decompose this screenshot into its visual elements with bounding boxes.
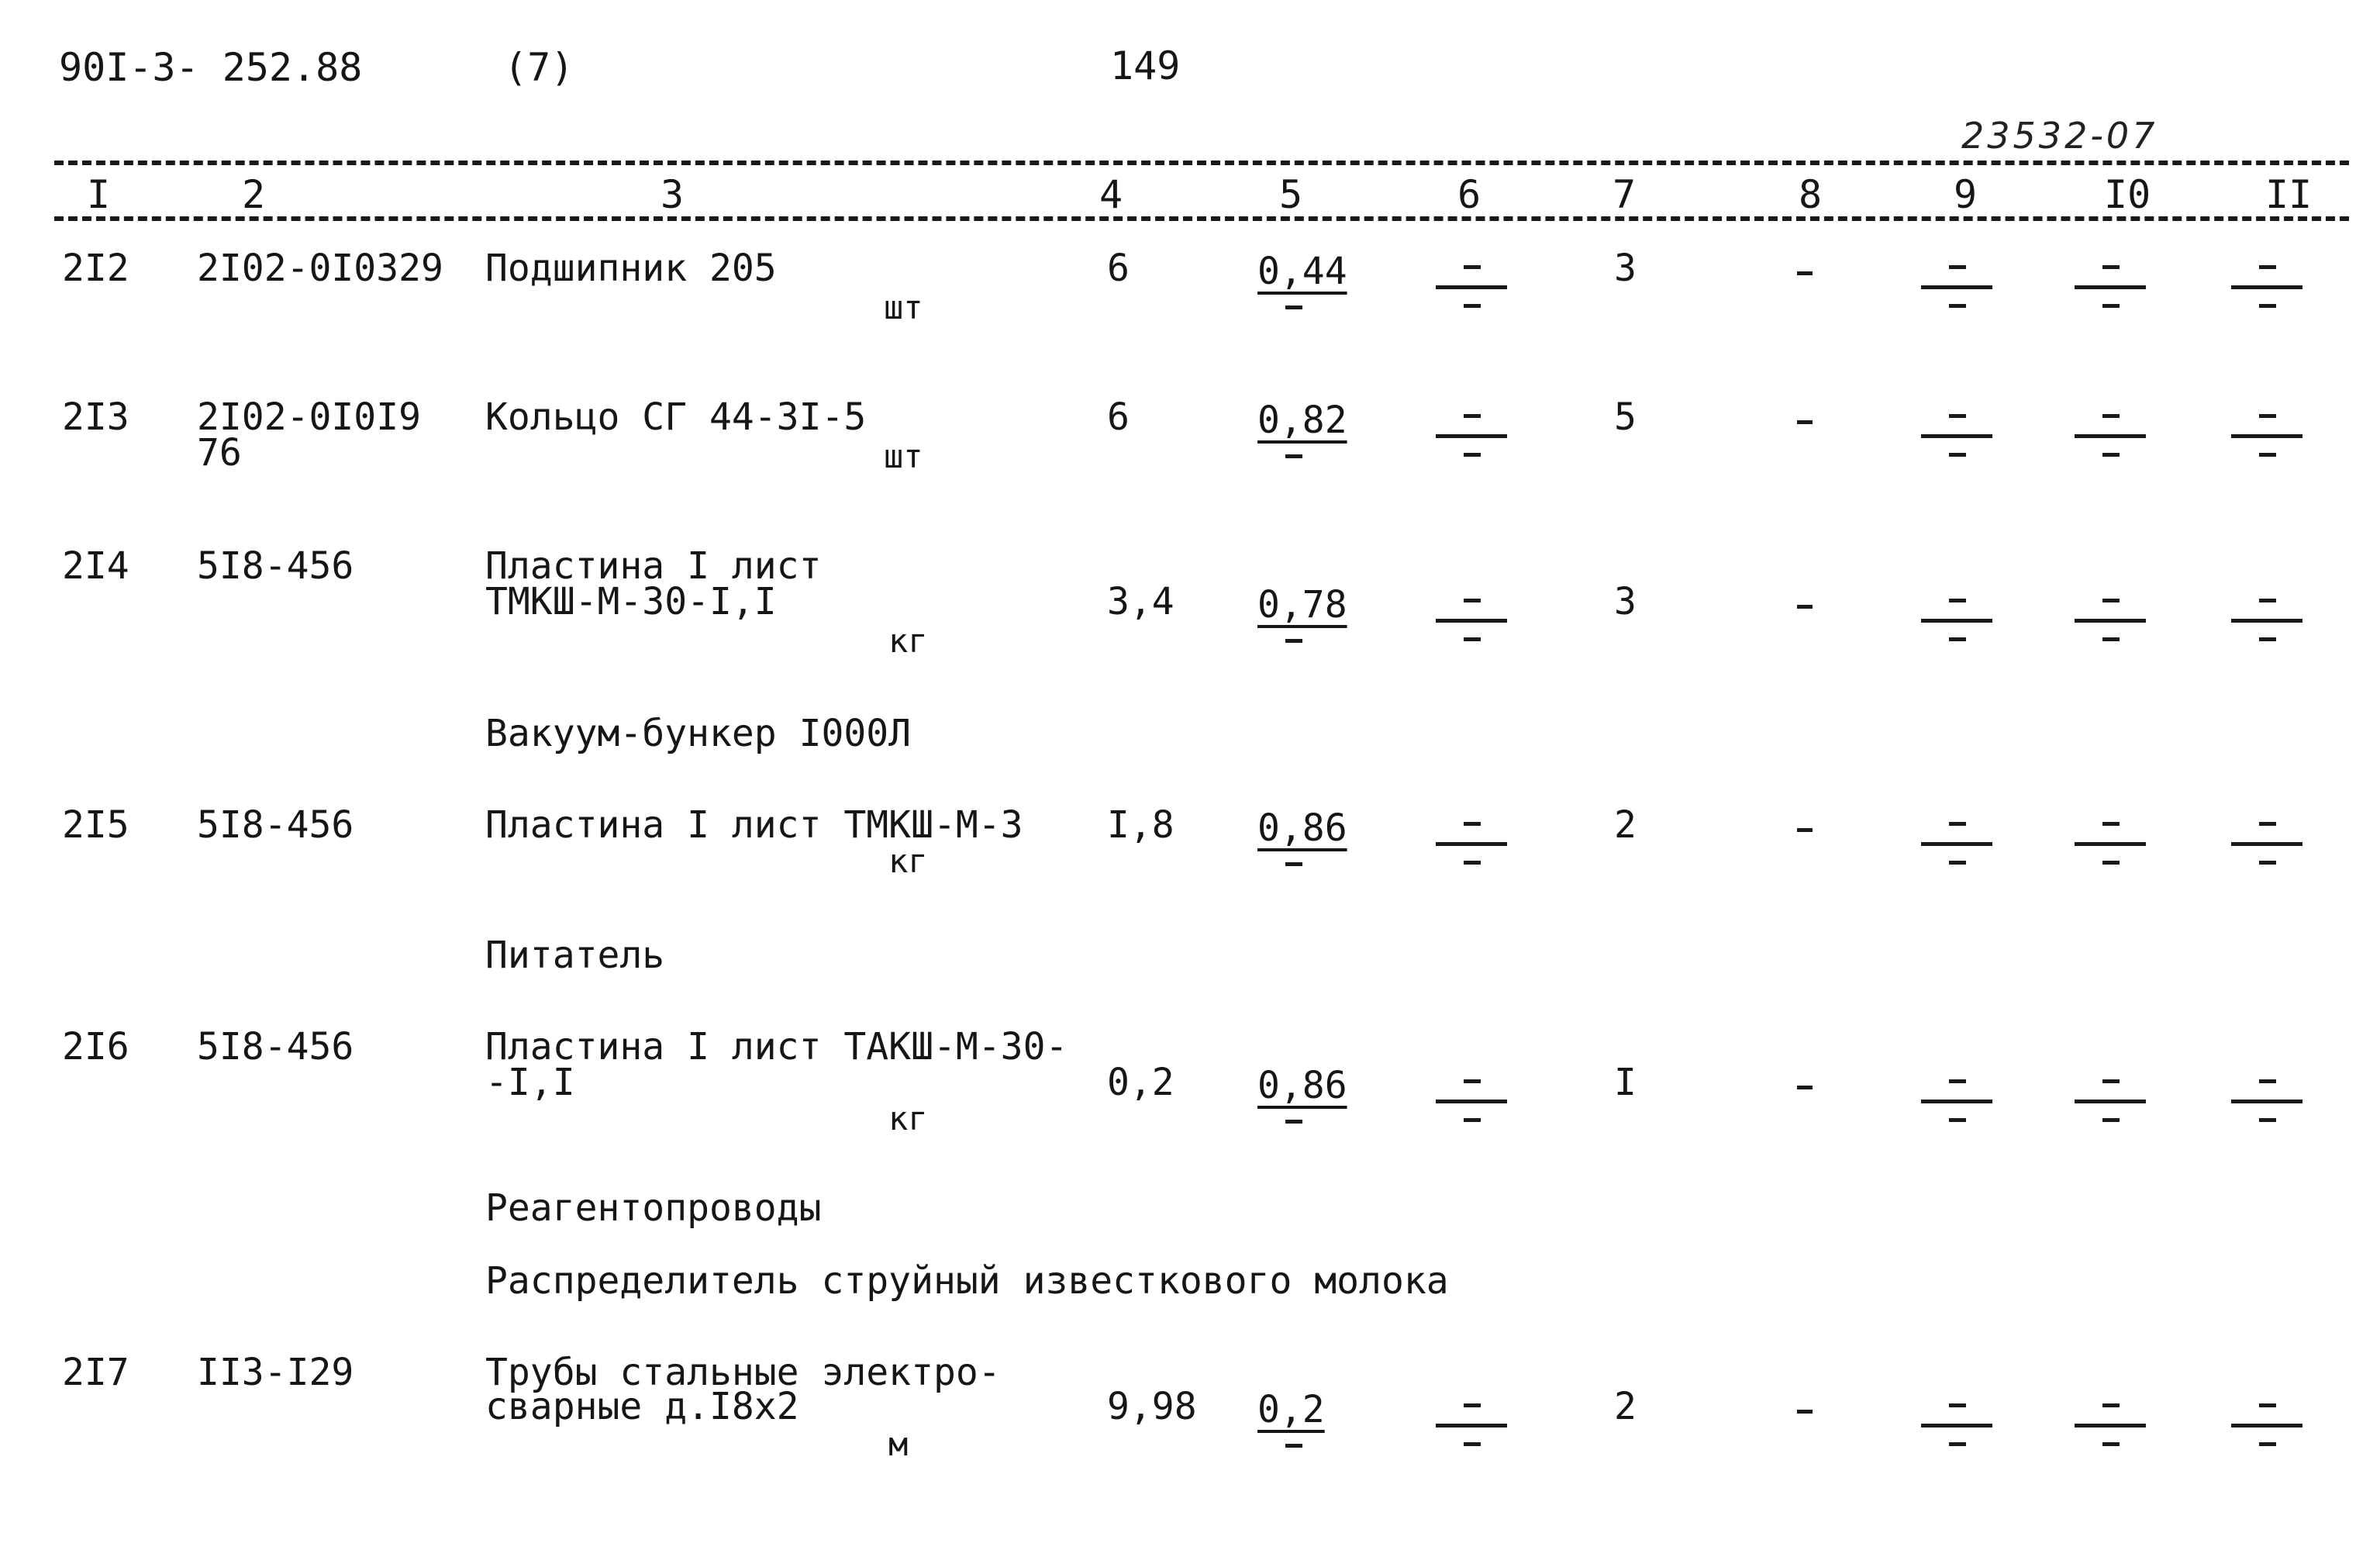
unit-label: кг [888, 842, 928, 880]
unit-label: шт [884, 437, 923, 475]
price-dash [1285, 862, 1302, 866]
item-code: 2I02-0I0I9 [197, 395, 421, 439]
empty-fraction-col10 [2075, 265, 2146, 312]
column-7-value: 2 [1614, 1385, 1637, 1428]
column-8-dash [1797, 1086, 1813, 1089]
empty-fraction-col11 [2231, 1403, 2302, 1450]
item-code: 2I02-0I0329 [197, 247, 443, 290]
row-number: 2I4 [62, 544, 129, 588]
quantity: 9,98 [1107, 1385, 1197, 1428]
item-name-continuation: ТМКШ-М-30-I,I [485, 580, 777, 623]
column-8-dash [1797, 828, 1813, 832]
unit-price-value: 0,86 [1257, 1064, 1347, 1107]
unit-price [1257, 1388, 1325, 1431]
column-8-dash [1797, 605, 1813, 609]
row-number: 2I6 [62, 1025, 129, 1068]
column-header-11: II [2265, 172, 2313, 217]
column-header-8: 8 [1799, 172, 1823, 217]
item-name: Подшипник 205 [485, 247, 777, 290]
empty-fraction-col10 [2075, 1079, 2146, 1126]
column-8-dash [1797, 1410, 1813, 1414]
empty-fraction-col10 [2075, 414, 2146, 461]
column-7-value: 2 [1614, 803, 1637, 847]
quantity: 3,4 [1107, 580, 1174, 623]
item-code: 5I8-456 [197, 544, 354, 588]
row-number: 2I5 [62, 803, 129, 847]
empty-fraction-col11 [2231, 414, 2302, 461]
quantity: 6 [1107, 395, 1130, 439]
empty-fraction-col10 [2075, 822, 2146, 868]
empty-fraction-col6 [1436, 822, 1507, 868]
item-code: 5I8-456 [197, 803, 354, 847]
section-heading: Реагентопроводы [485, 1186, 822, 1230]
column-7-value: I [1614, 1061, 1637, 1104]
empty-fraction-col9 [1921, 599, 1992, 645]
price-dash [1285, 454, 1302, 458]
unit-price [1257, 583, 1347, 627]
column-header-9: 9 [1954, 172, 1978, 217]
item-name: Пластина I лист [485, 544, 822, 588]
item-code: II3-I29 [197, 1351, 354, 1394]
unit-price-value: 0,2 [1257, 1388, 1325, 1431]
item-name-continuation: -I,I [485, 1061, 575, 1104]
empty-fraction-col11 [2231, 599, 2302, 645]
column-header-3: 3 [661, 172, 685, 217]
row-number: 2I7 [62, 1351, 129, 1394]
empty-fraction-col6 [1436, 599, 1507, 645]
empty-fraction-col9 [1921, 414, 1992, 461]
column-8-dash [1797, 420, 1813, 424]
empty-fraction-col6 [1436, 1403, 1507, 1450]
column-8-dash [1797, 271, 1813, 275]
section-heading: Вакуум-бункер I000Л [485, 712, 912, 755]
unit-price [1257, 399, 1347, 442]
row-number: 2I2 [62, 247, 129, 290]
column-7-value: 5 [1614, 395, 1637, 439]
item-name: Пластина I лист ТАКШ-М-30- [485, 1025, 1068, 1068]
section-heading: Распределитель струйный известкового молока [485, 1259, 1449, 1303]
column-header-5: 5 [1279, 172, 1303, 217]
unit-price [1257, 250, 1347, 293]
price-dash [1285, 1444, 1302, 1448]
unit-label: м [888, 1425, 909, 1463]
column-header-1: I [87, 172, 111, 217]
quantity: 0,2 [1107, 1061, 1174, 1104]
unit-label: кг [888, 622, 928, 660]
empty-fraction-col9 [1921, 1079, 1992, 1126]
column-header-7: 7 [1613, 172, 1637, 217]
empty-fraction-col10 [2075, 599, 2146, 645]
item-code: 5I8-456 [197, 1025, 354, 1068]
column-header-2: 2 [242, 172, 266, 217]
part-number: (7) [504, 45, 574, 90]
column-7-value: 3 [1614, 247, 1637, 290]
quantity: 6 [1107, 247, 1130, 290]
unit-label: шт [884, 288, 923, 326]
empty-fraction-col11 [2231, 265, 2302, 312]
empty-fraction-col11 [2231, 822, 2302, 868]
unit-price [1257, 1064, 1347, 1107]
empty-fraction-col9 [1921, 265, 1992, 312]
section-heading: Питатель [485, 934, 665, 977]
column-header-10: I0 [2104, 172, 2151, 217]
unit-price [1257, 806, 1347, 850]
price-dash [1285, 1120, 1302, 1124]
column-header-6: 6 [1457, 172, 1481, 217]
handwritten-stamp: 23532-07 [1961, 115, 2158, 157]
unit-label: кг [888, 1100, 928, 1138]
unit-price-value: 0,78 [1257, 583, 1347, 627]
page-number: 149 [1110, 43, 1181, 88]
empty-fraction-col6 [1436, 265, 1507, 312]
empty-fraction-col11 [2231, 1079, 2302, 1126]
item-name: Кольцо СГ 44-3I-5 [485, 395, 867, 439]
price-dash [1285, 639, 1302, 643]
column-header-4: 4 [1099, 172, 1123, 217]
empty-fraction-col10 [2075, 1403, 2146, 1450]
price-dash [1285, 306, 1302, 309]
column-7-value: 3 [1614, 580, 1637, 623]
row-number: 2I3 [62, 395, 129, 439]
empty-fraction-col6 [1436, 1079, 1507, 1126]
item-name-continuation: сварные д.I8х2 [485, 1385, 799, 1428]
item-name: Трубы стальные электро- [485, 1351, 1001, 1394]
item-name: Пластина I лист ТМКШ-М-3 [485, 803, 1023, 847]
empty-fraction-col9 [1921, 822, 1992, 868]
header-rule-bottom [54, 216, 2349, 221]
unit-price-value: 0,44 [1257, 250, 1347, 293]
quantity: I,8 [1107, 803, 1174, 847]
empty-fraction-col6 [1436, 414, 1507, 461]
header-rule-top [54, 161, 2349, 165]
unit-price-value: 0,82 [1257, 399, 1347, 442]
unit-price-value: 0,86 [1257, 806, 1347, 850]
document-code: 90I-3- 252.88 [59, 45, 363, 90]
empty-fraction-col9 [1921, 1403, 1992, 1450]
item-code-continuation: 76 [197, 431, 242, 475]
